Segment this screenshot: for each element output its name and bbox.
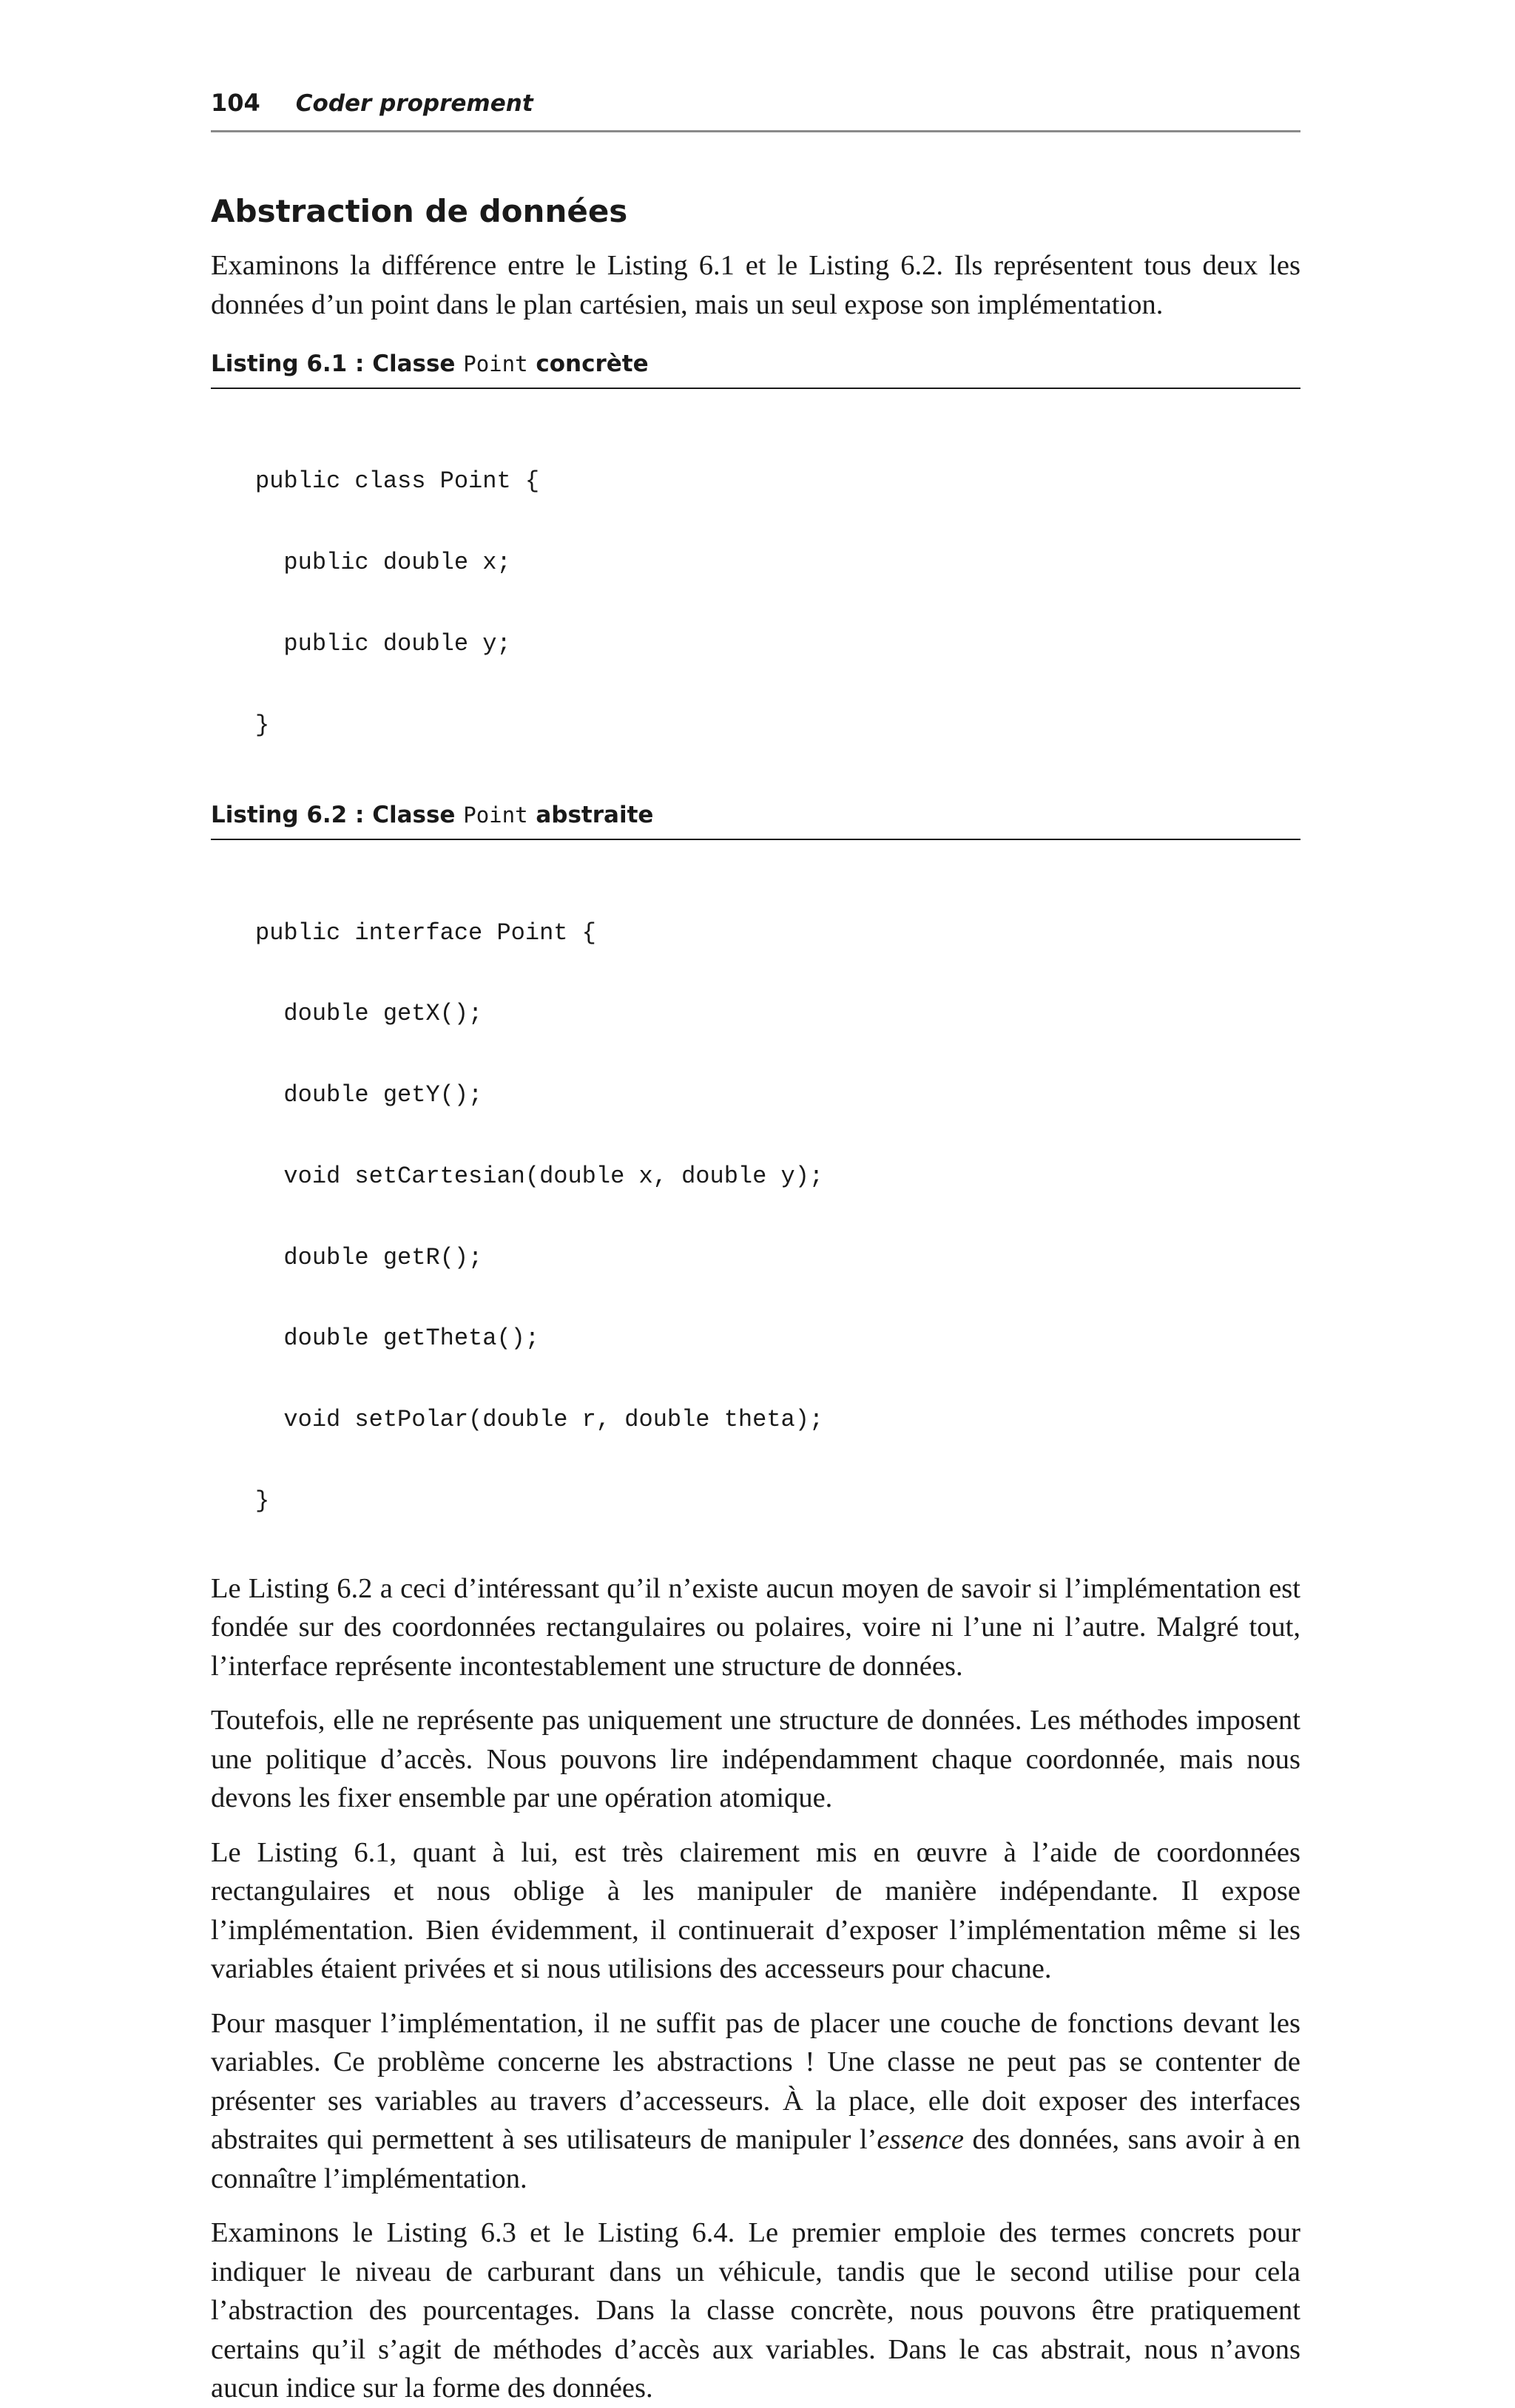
listing-1-caption (211, 351, 1300, 389)
body-paragraph-4-text: Pour masquer l’implémentation, il ne suffit pas de placer une couche de fonctions devant les variables. Ce problème concerne les abstractions ! Une classe ne peut pas se contenter de présenter ses variables au travers d’accesseurs. À la place, elle doit exposer des interfaces abstraites qui permettent à ses utilisateurs de manipuler l’ (211, 2007, 1300, 2156)
listing-1-code (211, 389, 1300, 793)
code-line: double getX(); (255, 1000, 483, 1028)
listing-2-caption-code: Point (463, 802, 528, 828)
body-paragraph-5: Examinons le Listing 6.3 et le Listing 6.4. Le premier emploie des termes concrets pour indiquer le niveau de carburant dans un véhicule, tandis que le second utilise pour cela l’abstraction des pourcentages. Dans la classe concrète, nous pouvons être pratiquement certains qu’il s’agit de méthodes d’accès aux variables. Dans le cas abstrait, nous n’avons aucun indice sur la forme des données. (211, 2217, 1300, 2404)
code-line: double getY(); (255, 1081, 483, 1109)
body-paragraph-1: Le Listing 6.2 a ceci d’intéressant qu’il n’existe aucun moyen de savoir si l’implémentation est fondée sur des coordonnées rectangulaires ou polaires, voire ni l’une ni l’autre. Malgré tout, l’interface représente incontestablement une structure de données. (211, 1572, 1300, 1682)
body-paragraph-4 (211, 2004, 1300, 2199)
listing-1-caption-prefix: Listing 6.1 : Classe (211, 351, 464, 377)
body-paragraph-2: Toutefois, elle ne représente pas uniquement une structure de données. Les méthodes imposent une politique d’accès. Nous pouvons lire indépendamment chaque coordonnée, mais nous devons les fixer ensemble par une opération atomique. (211, 1705, 1300, 1814)
book-page (211, 89, 1300, 2408)
listing-1-caption-code: Point (463, 351, 528, 376)
emphasis-essence: essence (877, 2124, 964, 2156)
code-line: public class Point { (255, 467, 540, 496)
code-line: } (255, 711, 270, 739)
section-title: Abstraction de données (211, 193, 628, 229)
listing-2-caption-suffix: abstraite (527, 802, 654, 829)
body-paragraph-4-text-end: des données, sans avoir à en connaître l’implémentation. (211, 2124, 1300, 2194)
intro-paragraph: Examinons la différence entre le Listing 6.1 et le Listing 6.2. Ils représentent tous deux les données d’un point dans le plan cartésien, mais un seul expose son implémentation. (211, 250, 1300, 320)
running-head (211, 89, 1300, 132)
running-title: Coder proprement (295, 90, 533, 117)
code-line: void setPolar(double r, double theta); (255, 1406, 824, 1434)
code-line: double getTheta(); (255, 1325, 540, 1353)
code-line: public double y; (255, 629, 511, 657)
listing-2-caption (211, 802, 1300, 840)
listing-2-code (211, 840, 1300, 1569)
page-number: 104 (211, 89, 260, 117)
code-line: double getR(); (255, 1243, 483, 1271)
listing-1-caption-suffix: concrète (527, 351, 649, 377)
code-line: public double x; (255, 548, 511, 576)
code-line: public interface Point { (255, 919, 596, 947)
code-line: void setCartesian(double x, double y); (255, 1162, 824, 1190)
body-paragraph-3: Le Listing 6.1, quant à lui, est très clairement mis en œuvre à l’aide de coordonnées rectangulaires et nous oblige à les manipuler de manière indépendante. Il expose l’implémentation. Bien évidemment, il continuerait d’exposer l’implémentation même si les variables étaient privées et si nous utilisions des accesseurs pour chacune. (211, 1836, 1300, 1985)
listing-2-caption-prefix: Listing 6.2 : Classe (211, 802, 464, 829)
code-line: } (255, 1487, 270, 1515)
